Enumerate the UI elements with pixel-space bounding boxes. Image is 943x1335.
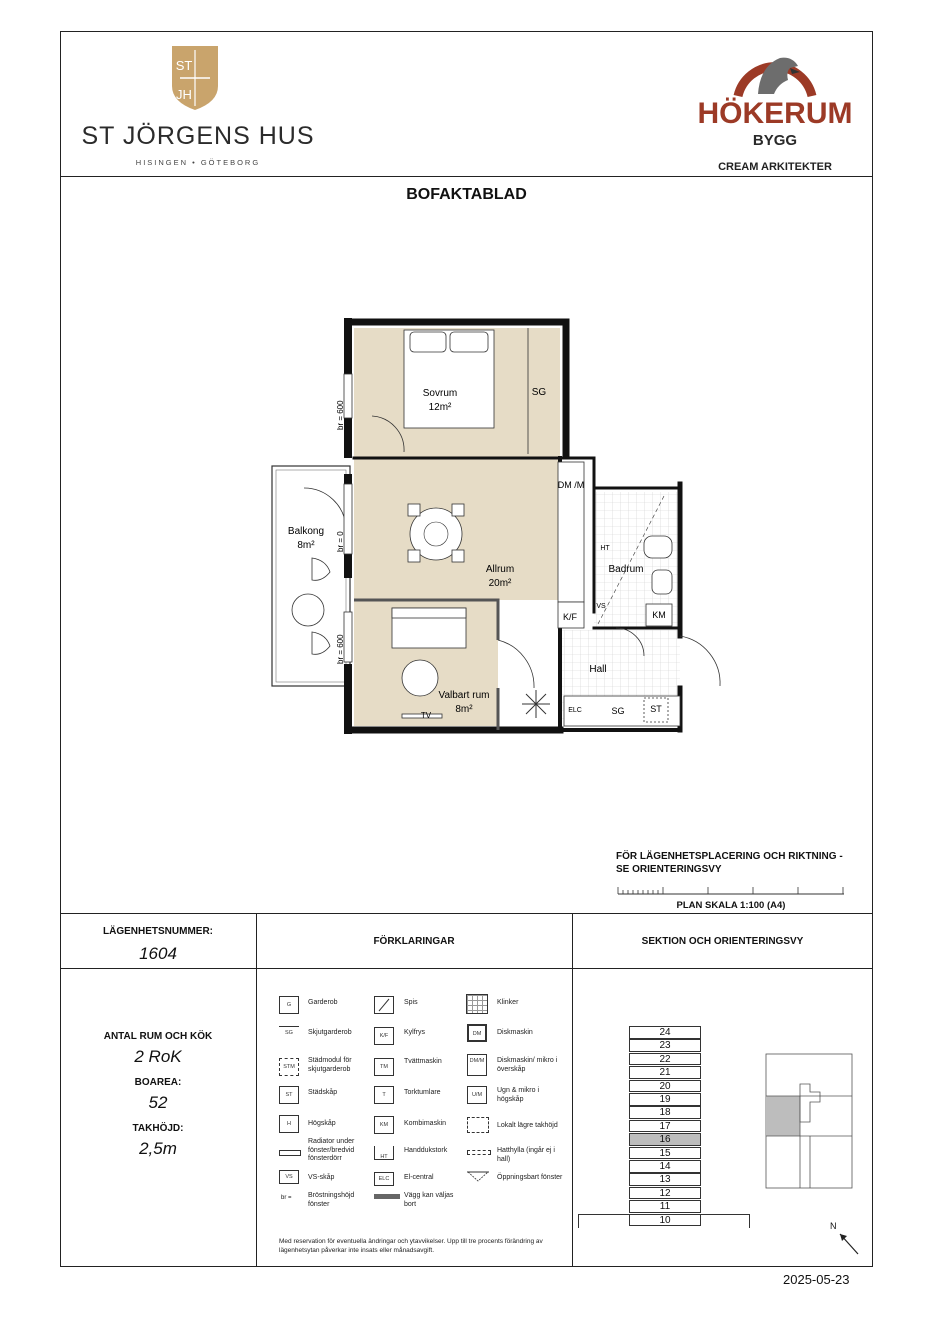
hokerum-logo <box>690 34 860 174</box>
room-area-sovrum: 12m² <box>428 402 452 413</box>
legend-symbol-skjutgarderob: SG <box>279 1026 299 1044</box>
legend-symbol-handdukstork: HT <box>374 1146 394 1160</box>
label-km: KM <box>652 610 666 620</box>
label-ht: HT <box>600 545 610 552</box>
header-divider <box>60 176 873 177</box>
legend-text-diskmaskin-mikro: Diskmaskin/ mikro i överskåp <box>497 1057 558 1073</box>
apartment-number-label: LÄGENHETSNUMMER: <box>103 926 213 937</box>
legend-symbol-hogskap: H <box>279 1115 299 1133</box>
info-divider-top <box>60 913 873 914</box>
legend-symbol-stadmodul: STM <box>279 1058 299 1076</box>
site-map <box>764 1052 854 1190</box>
info-col-divider-1 <box>256 913 257 1267</box>
legend-symbol-garderob: G <box>279 996 299 1014</box>
floor-19: 19 <box>629 1093 701 1106</box>
room-label-balkong: Balkong <box>287 526 325 537</box>
legend-symbol-kylfrys: K/F <box>374 1027 394 1045</box>
orientation-note-line-2: SE ORIENTERINGSVY <box>616 864 722 875</box>
window-open-icon <box>467 1170 489 1182</box>
room-label-badrum: Badrum <box>608 564 644 575</box>
brand-subtitle: HISINGEN • GÖTEBORG <box>135 158 261 167</box>
document-date: 2025-05-23 <box>783 1272 850 1287</box>
legend-text-handdukstork: Handdukstork <box>404 1147 448 1154</box>
legend-symbol-diskmaskin-mikro: DM/M <box>467 1054 487 1076</box>
legend-text-kylfrys: Kylfrys <box>404 1029 425 1036</box>
tiles-icon <box>466 994 488 1014</box>
north-label: N <box>830 1221 837 1231</box>
area-value: 52 <box>148 1093 168 1112</box>
info-col-divider-2 <box>572 913 573 1267</box>
area-label: BOAREA: <box>134 1077 182 1088</box>
label-br-600-bottom: br = 600 <box>336 634 345 664</box>
section-title: SEKTION OCH ORIENTERINGSVY <box>641 936 804 947</box>
legend-text-spis: Spis <box>404 999 418 1006</box>
legend-text-kombimaskin: Kombimaskin <box>404 1120 447 1127</box>
legend-text-hogskap: Högskåp <box>308 1120 336 1127</box>
label-sg-hall: SG <box>611 706 625 716</box>
orientation-note-line-1: FÖR LÄGENHETSPLACERING OCH RIKTNING - <box>616 851 843 862</box>
lower-ceiling-icon <box>467 1117 489 1133</box>
legend-text-elcentral: El-central <box>404 1174 434 1181</box>
floor-20: 20 <box>629 1080 701 1093</box>
apartment-number: 1604 <box>139 944 177 963</box>
ground-base <box>578 1214 750 1228</box>
legend-text-radiator: Radiator under fönster/bredvid fönsterdörr <box>308 1138 355 1162</box>
scale-label: PLAN SKALA 1:100 (A4) <box>676 900 786 911</box>
architect-name: CREAM ARKITEKTER <box>718 161 832 173</box>
floor-24: 24 <box>629 1026 701 1039</box>
stove-icon <box>374 996 394 1014</box>
floor-16: 16 <box>629 1133 701 1146</box>
legend-symbol-kombimaskin: KM <box>374 1116 394 1134</box>
brand-name: ST JÖRGENS HUS <box>81 122 315 150</box>
disclaimer: Med reservation för eventuella ändringar och ytavvikelser. Upp till tre procents förändring av lägenhetsytan påverkar inte insats eller månadsavgift. <box>279 1238 543 1254</box>
floor-23: 23 <box>629 1039 701 1052</box>
apartment-location <box>766 1096 800 1136</box>
legend-text-skjutgarderob: Skjutgarderob <box>308 1029 352 1036</box>
legend-symbol-br: br = <box>281 1195 292 1201</box>
floor-17: 17 <box>629 1120 701 1133</box>
label-vs: VS <box>596 603 606 610</box>
room-label-sovrum: Sovrum <box>422 388 458 399</box>
legend-text-ugn-mikro: Ugn & mikro i högskåp <box>497 1087 540 1103</box>
legend-text-stadmodul: Städmodul för skjutgarderob <box>308 1057 352 1073</box>
legend-symbol-ugn-mikro: U/M <box>467 1086 487 1104</box>
removable-wall-icon <box>374 1194 400 1199</box>
legend-text-br: Bröstningshöjd fönster <box>308 1192 355 1208</box>
floor-12: 12 <box>629 1187 701 1200</box>
floor-10: 10 <box>629 1214 701 1227</box>
room-area-allrum: 20m² <box>488 578 512 589</box>
rooms-label: ANTAL RUM OCH KÖK <box>103 1031 213 1042</box>
label-kf: K/F <box>562 612 578 622</box>
floor-15: 15 <box>629 1147 701 1160</box>
info-divider-mid <box>60 968 873 969</box>
legend-symbol-elcentral: ELC <box>374 1172 394 1186</box>
room-area-valbart: 8m² <box>455 704 473 715</box>
floor-21: 21 <box>629 1066 701 1079</box>
room-label-allrum: Allrum <box>485 564 515 575</box>
radiator-icon <box>279 1150 301 1156</box>
legend-text-stadskap: Städskåp <box>308 1089 338 1096</box>
legend-symbol-diskmaskin: DM <box>467 1024 487 1042</box>
st-jorgens-hus-logo <box>78 44 318 170</box>
monogram-j: JH <box>176 87 192 102</box>
legend-text-klinker: Klinker <box>497 999 519 1006</box>
label-elc: ELC <box>568 707 582 714</box>
legend-text-hatthylla: Hatthylla (ingår ej i hall) <box>497 1147 555 1163</box>
legend-text-tvattmaskin: Tvättmaskin <box>404 1058 442 1065</box>
hat-shelf-icon <box>467 1150 491 1155</box>
floor-11: 11 <box>629 1200 701 1213</box>
legend-text-garderob: Garderob <box>308 999 338 1006</box>
room-area-balkong: 8m² <box>297 540 315 551</box>
legend-text-vs: VS-skåp <box>308 1174 335 1181</box>
legend-symbol-tvattmaskin: TM <box>374 1058 394 1076</box>
label-dm-m: DM /M <box>557 480 585 490</box>
height-label: TAKHÖJD: <box>132 1123 184 1134</box>
label-st: ST <box>650 704 662 714</box>
monogram-s: ST <box>175 58 193 73</box>
legend-symbol-stadskap: ST <box>279 1086 299 1104</box>
label-br-600-top: br = 600 <box>336 400 345 430</box>
room-label-hall: Hall <box>589 664 607 675</box>
legend-text-diskmaskin: Diskmaskin <box>497 1029 533 1036</box>
shield-icon <box>170 44 220 112</box>
label-br-0: br = 0 <box>336 531 345 552</box>
floor-18: 18 <box>629 1106 701 1119</box>
room-label-valbart: Valbart rum <box>438 690 490 701</box>
floor-14: 14 <box>629 1160 701 1173</box>
rooms-value: 2 RoK <box>134 1047 182 1066</box>
legend-text-oppningsbart: Öppningsbart fönster <box>497 1174 563 1181</box>
floor-13: 13 <box>629 1173 701 1186</box>
scale-bar <box>616 884 846 898</box>
legend-text-lagre-takhojd: Lokalt lägre takhöjd <box>497 1122 558 1129</box>
eagle-icon <box>730 36 820 98</box>
floor-22: 22 <box>629 1053 701 1066</box>
height-value: 2,5m <box>139 1139 177 1158</box>
legend-title: FÖRKLARINGAR <box>373 936 455 947</box>
builder-sub: BYGG <box>752 132 798 149</box>
legend-symbol-vs: VS <box>279 1170 299 1184</box>
legend-symbol-torktumlare: T <box>374 1086 394 1104</box>
orientation-note <box>616 850 843 876</box>
builder-name: HÖKERUM <box>697 97 853 130</box>
floor-plan <box>268 318 728 738</box>
legend-text-vagg: Vägg kan väljas bort <box>404 1192 454 1208</box>
legend-text-torktumlare: Torktumlare <box>404 1089 441 1096</box>
label-sg-bedroom: SG <box>531 387 547 398</box>
document-title: BOFAKTABLAD <box>406 186 527 203</box>
north-arrow-icon <box>838 1232 860 1256</box>
label-tv: TV <box>420 711 432 720</box>
